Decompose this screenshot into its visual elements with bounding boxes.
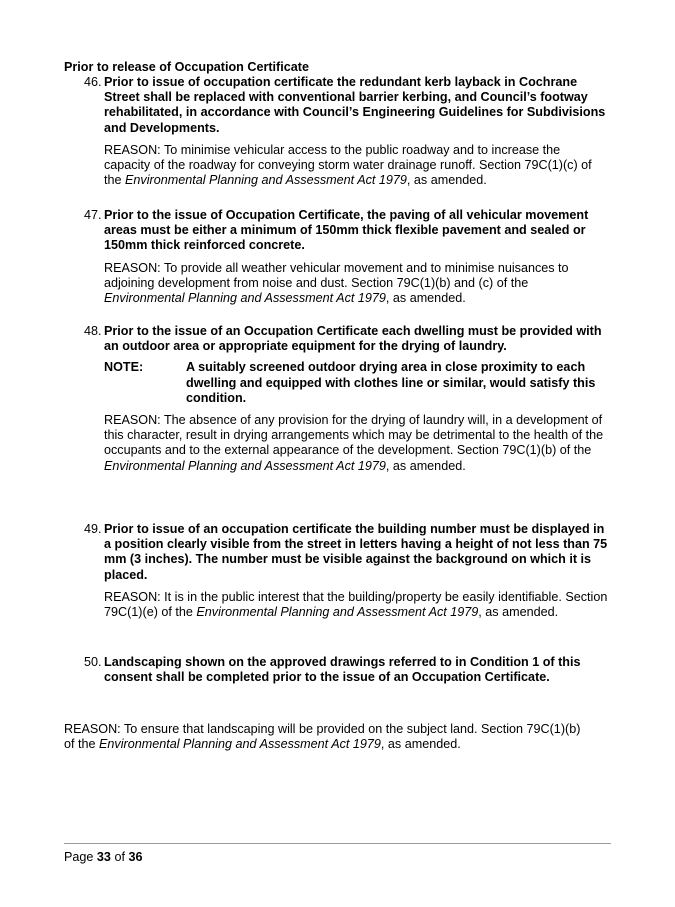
section-heading: Prior to release of Occupation Certificate xyxy=(64,60,309,74)
condition-48 xyxy=(84,324,609,474)
condition-50 xyxy=(84,655,609,685)
reason-suffix: , as amended. xyxy=(478,605,559,620)
condition-reason xyxy=(104,261,609,307)
act-title: Environmental Planning and Assessment Act 1979 xyxy=(99,737,381,752)
condition-text: Landscaping shown on the approved drawings referred to in Condition 1 of this consent shall be completed prior to the issue of an Occupation Certificate. xyxy=(104,655,581,685)
reason-text: REASON: It is in the public interest that the building/property be easily identifiable. Section 79C(1)(e) of the xyxy=(104,589,608,620)
reason-text: REASON: To minimise vehicular access to the public roadway and to increase the capacity of the roadway for conveying storm water drainage runoff. Section 79C(1)(c) of the xyxy=(104,142,592,188)
reason-suffix: , as amended. xyxy=(380,737,461,752)
page-footer xyxy=(64,850,142,865)
condition-number: 46. xyxy=(84,75,102,89)
condition-number: 47. xyxy=(84,208,102,222)
reason-text: REASON: The absence of any provision for the drying of laundry will, in a development of this character, result in drying arrangements which may be detrimental to the health of the occupants and to the external appearance of the development. Section 79C(1)(b) of the xyxy=(104,413,604,458)
act-title: Environmental Planning and Assessment Act 1979 xyxy=(104,291,386,306)
footer-divider xyxy=(64,843,611,844)
note-text: A suitably screened outdoor drying area in close proximity to each dwelling and equipped with clothes line or similar, would satisfy this condition. xyxy=(186,360,596,405)
condition-49 xyxy=(84,522,609,620)
page-word: Page xyxy=(64,850,94,864)
reason-text: REASON: To provide all weather vehicular movement and to minimise nuisances to adjoining development from noise and dust. Section 79C(1)(b) and (c) of the xyxy=(104,260,569,290)
reason-suffix: , as amended. xyxy=(385,291,466,306)
condition-note xyxy=(104,360,609,406)
condition-number: 48. xyxy=(84,324,102,338)
reason-text: REASON: To ensure that landscaping will be provided on the subject land. Section 79C(1)(b) of the xyxy=(64,722,581,752)
condition-reason xyxy=(104,143,609,189)
page-total: 36 xyxy=(128,850,143,864)
condition-text: Prior to the issue of an Occupation Certificate each dwelling must be provided with an outdoor area or appropriate equipment for the drying of laundry. xyxy=(104,324,602,354)
page-current: 33 xyxy=(96,850,111,864)
reason-suffix: , as amended. xyxy=(406,173,487,188)
condition-number: 49. xyxy=(84,522,102,536)
condition-reason xyxy=(104,590,609,620)
act-title: Environmental Planning and Assessment Act 1979 xyxy=(104,458,386,473)
condition-46 xyxy=(84,75,609,188)
condition-reason xyxy=(104,413,609,474)
note-label: NOTE: xyxy=(104,360,144,375)
condition-number: 50. xyxy=(84,655,102,669)
condition-text: Prior to the issue of Occupation Certificate, the paving of all vehicular movement areas must be either a minimum of 150mm thick flexible pavement and sealed or 150mm thick reinforced concrete. xyxy=(104,208,589,253)
condition-47 xyxy=(84,208,609,306)
final-reason xyxy=(64,722,594,752)
condition-text: Prior to issue of occupation certificate the redundant kerb layback in Cochrane Street shall be replaced with conventional barrier kerbing, and Council’s footway rehabilitated, in accordance with Council’s Engineering Guidelines for Subdivisions and Developments. xyxy=(104,75,606,135)
reason-suffix: , as amended. xyxy=(385,458,466,473)
act-title: Environmental Planning and Assessment Act 1979 xyxy=(196,605,479,620)
condition-text: Prior to issue of an occupation certificate the building number must be displayed in a position clearly visible from the street in letters having a height of not less than 75 mm (3 inches). The number must be visible against the background on which it is placed. xyxy=(104,522,608,582)
page-of: of xyxy=(114,850,125,864)
act-title: Environmental Planning and Assessment Act 1979 xyxy=(125,173,407,188)
